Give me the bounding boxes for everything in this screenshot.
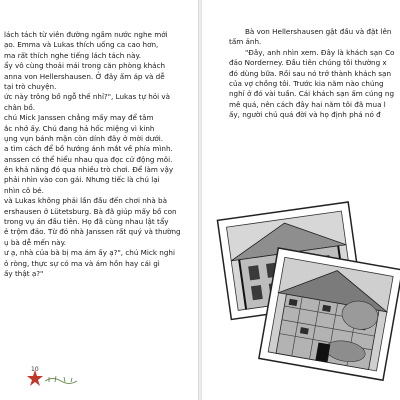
text-line: Bà von Hellershausen gật đầu và đặt lên	[245, 27, 392, 36]
text-line: ên khả năng đó qua nhiều trò chơi. Để làm vậy	[4, 165, 174, 175]
text-line: ấy, người chủ quá đời và họ định phá nó đ	[229, 110, 381, 120]
text-line: đảo Norderney. Đầu tiên chúng tôi thường x	[229, 58, 387, 68]
text-line: lách tách từ viên đường ngầm nước nghe mới	[4, 30, 168, 39]
text-line: nhìn cô bé.	[4, 185, 44, 195]
text-line: nghỉ ở đó vài tuần. Cái khách sạn ấm cúng ng	[229, 89, 395, 99]
text-line: "Đây, anh nhìn xem. Đây là khách sạn Co	[245, 47, 395, 57]
right-page	[202, 0, 400, 400]
text-line: mê quá, nên cách đây hai năm tôi đã mua l	[229, 99, 386, 109]
text-line: đó dùng bữa. Rồi sau nó trở thành khách sạn	[229, 68, 392, 78]
text-line: chú Mick Janssen chẳng mấy may để tâm	[4, 113, 154, 123]
text-line: trong vụ án đầu tiên. Họ đã cùng nhau lật tẩy	[4, 217, 169, 227]
text-line: anna von Hellershausen. Ở đây ấm áp và dễ	[4, 71, 165, 81]
text-line: ershausen ở Lütetsburg. Bà đã giúp mấy bồ con	[4, 206, 177, 216]
text-line: của vợ chồng tôi. Trước kia năm nào chúng	[229, 78, 384, 88]
text-line: ư ạ, nhà của bà bị ma ám ấy ạ?", chú Mick nghi	[4, 248, 175, 258]
text-line: ắc nhở ấy. Chú đang hả hốc miệng vì kinh	[4, 123, 155, 133]
left-page-text	[4, 30, 181, 279]
text-line: a tìm cách để bồ hướng ánh mắt về phía mình.	[4, 144, 173, 154]
page-number: 10	[31, 366, 39, 373]
text-line: tấm ảnh.	[229, 37, 262, 47]
text-line: phải nhìn vào con gái. Nhưng tiếc là chú lại	[4, 175, 160, 185]
text-line: ẩy vô cùng thoải mái trong căn phòng khách	[4, 61, 166, 71]
text-line: ức này trông bồ ngỗ thế nhỉ?", Lukas tự hỏi và	[4, 92, 171, 102]
hotel-photos-illustration	[210, 182, 400, 392]
text-line: ẻ trộm đảo. Từ đó nhà Janssen rất quý và thường	[4, 227, 181, 237]
text-line: và Lukas không phải lần đầu đến chơi nhà bà	[4, 196, 167, 206]
text-line: ụ bà dễ mến này.	[4, 237, 67, 247]
front-photo	[259, 248, 400, 380]
right-page-text	[229, 27, 394, 121]
text-line: ỏ ròng, thực sự có ma và ám hồn hay cái gì	[4, 258, 160, 268]
text-line: ạo. Emma và Lukas thích uống ca cao hơn,	[4, 40, 159, 50]
text-line: tại trò chuyện.	[4, 81, 57, 91]
text-line: ụng vụn bánh mận còn dính đây ở mời dưới.	[4, 133, 164, 143]
left-page	[0, 0, 198, 400]
text-line: anssen có thể hiểu nhau qua đọc cử động môi.	[4, 154, 173, 164]
text-line: chân bồ.	[4, 102, 35, 112]
text-line: ấy thật ạ?"	[4, 268, 44, 278]
text-line: ma rất thích nghe tiếng lách tách này.	[4, 50, 142, 60]
